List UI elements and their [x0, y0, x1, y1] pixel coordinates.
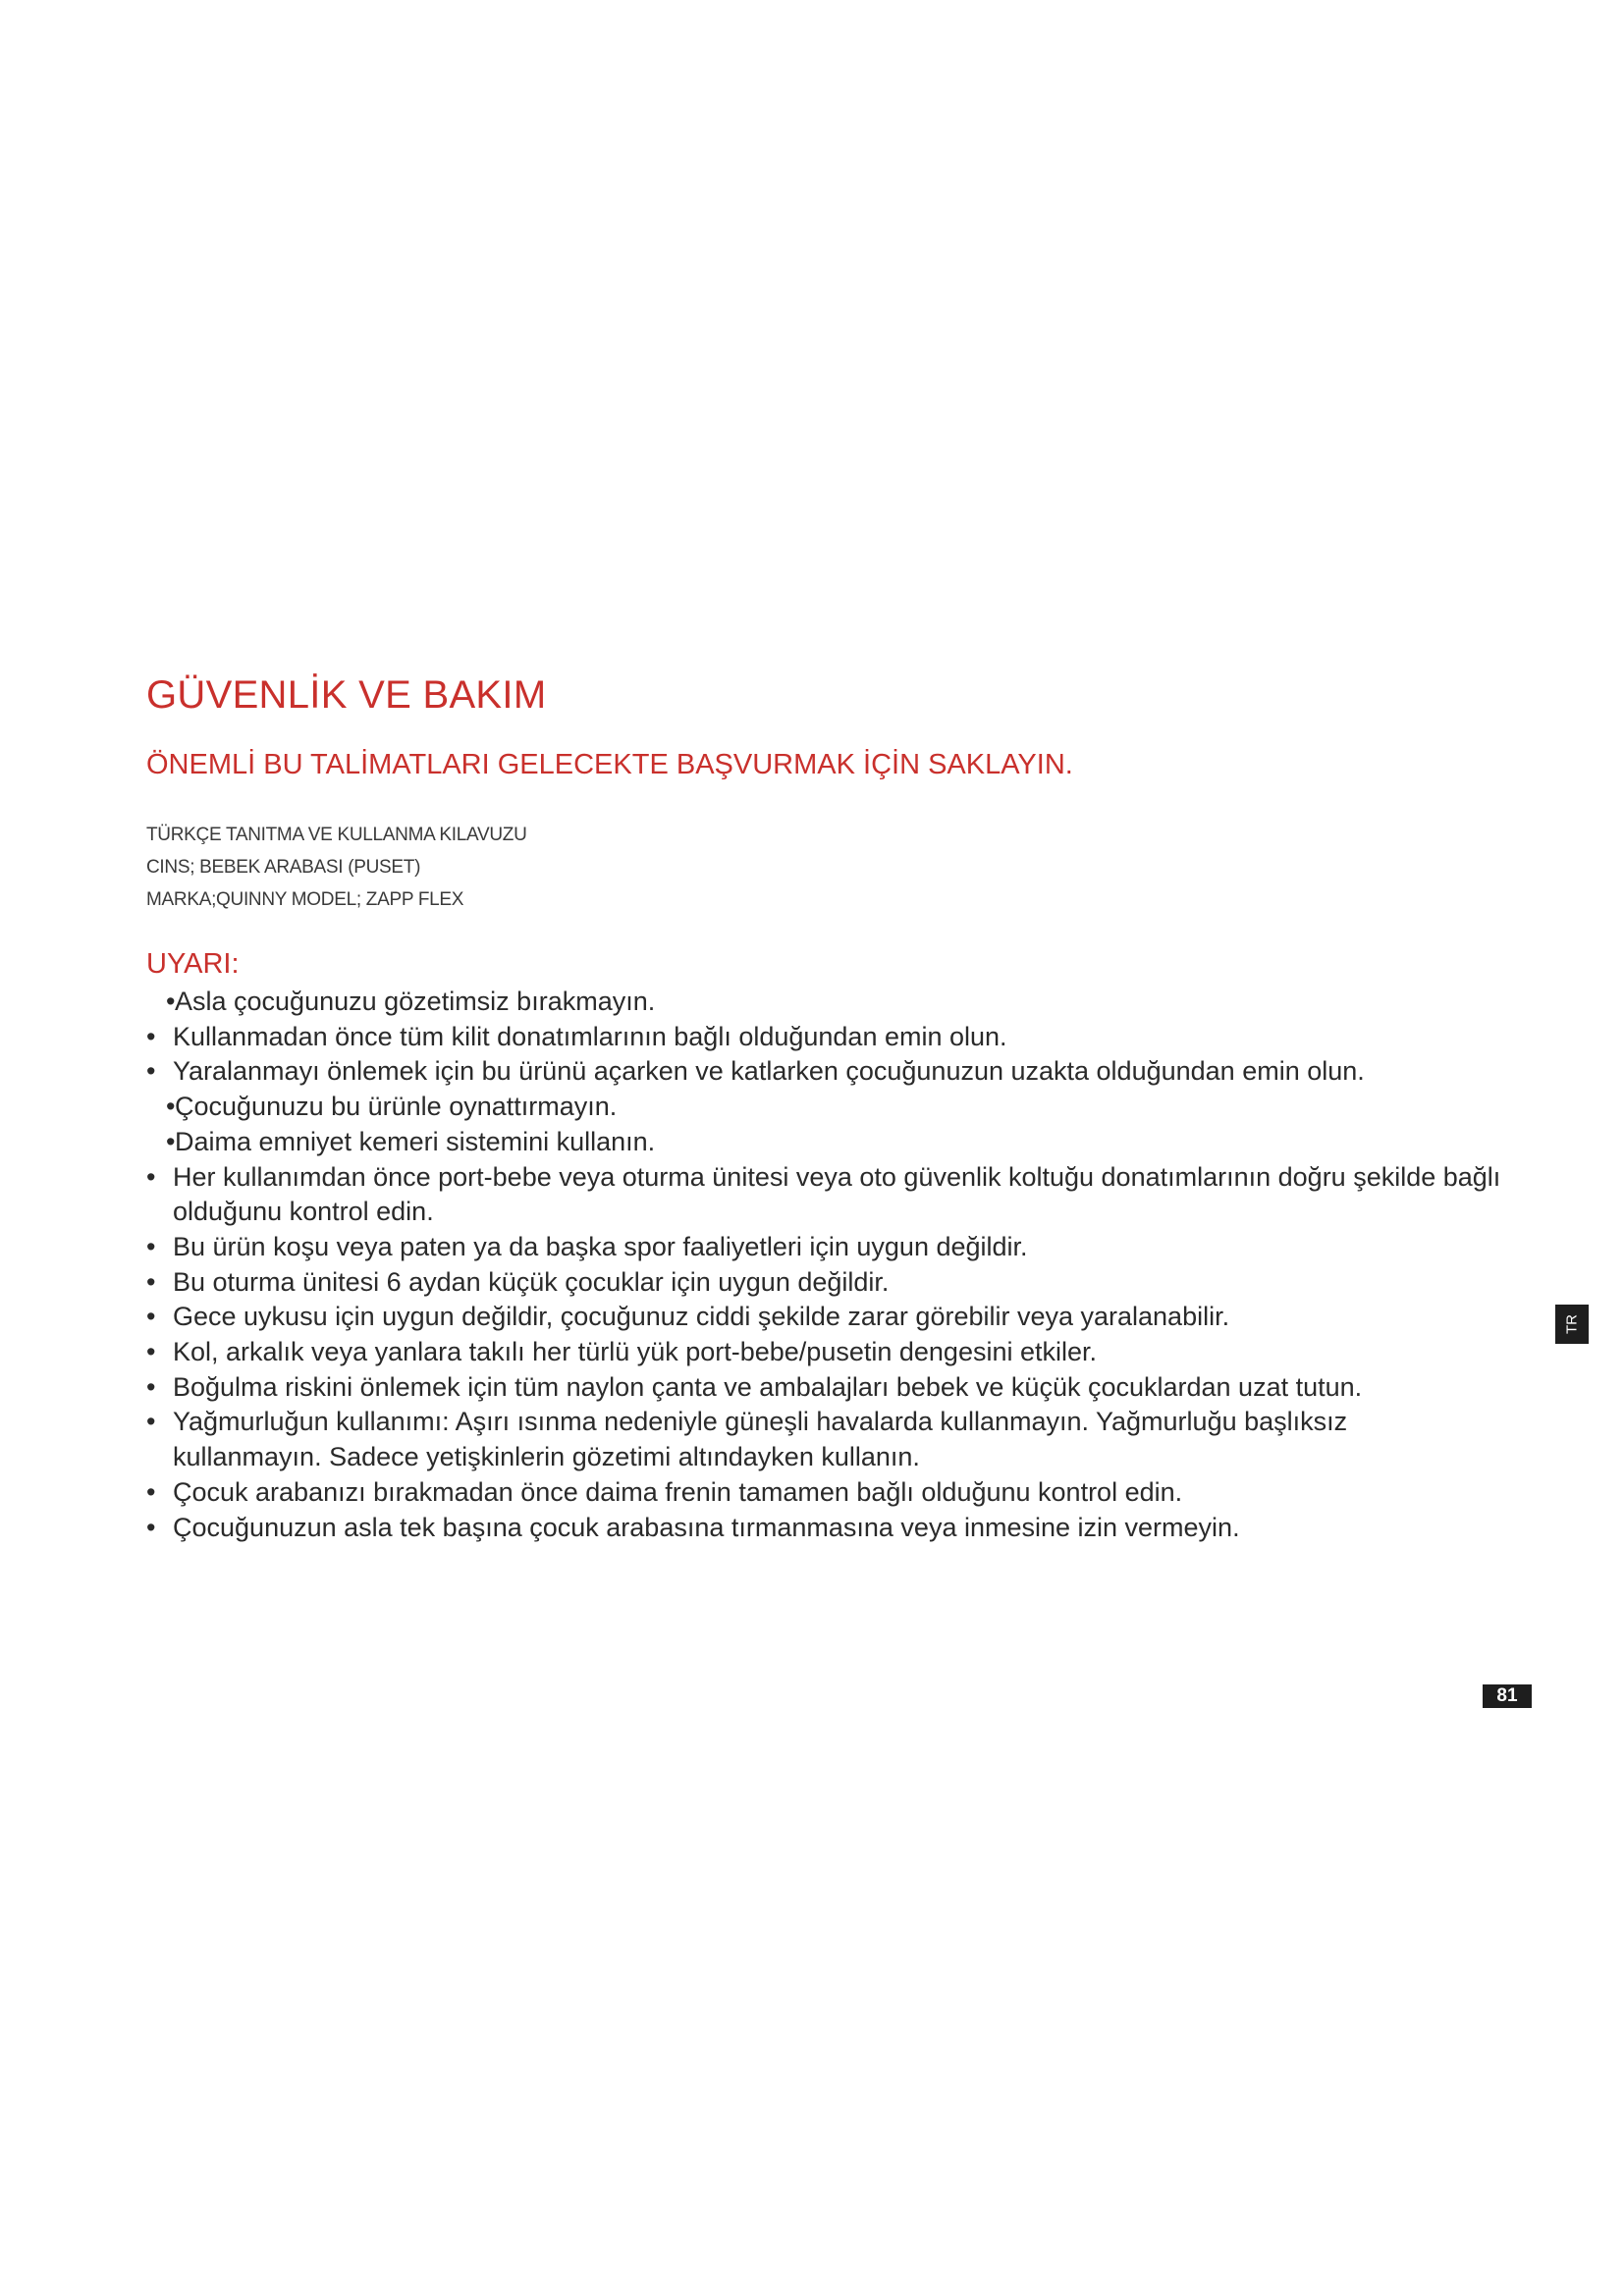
bullet-icon: •: [166, 987, 176, 1016]
warning-item: [146, 1125, 1501, 1160]
warning-item-text: Daima emniyet kemeri sistemini kullanın.: [175, 1126, 656, 1156]
warning-item: [146, 985, 1501, 1020]
product-meta: [146, 819, 527, 916]
warning-item-text: Çocuk arabanızı bırakmadan önce daima frenin tamamen bağlı olduğunu kontrol edin.: [173, 1476, 1183, 1507]
warning-item-text: Çocuğunuzun asla tek başına çocuk arabasına tırmanmasına veya inmesine izin vermeyin.: [173, 1512, 1240, 1542]
warning-item: [146, 1160, 1501, 1230]
warning-item-text: Bu ürün koşu veya paten ya da başka spor faaliyetleri için uygun değildir.: [173, 1231, 1028, 1261]
warning-item: [146, 1230, 1501, 1265]
language-tab: [1555, 1305, 1589, 1344]
warning-item-text: Yağmurluğun kullanımı: Aşırı ısınma nedeniyle güneşli havalarda kullanmayın. Yağmurluğu başlıksız kullanmayın. Sadece yetişkinlerin gözetimi altındayken kullanın.: [173, 1407, 1348, 1472]
warning-list: [146, 985, 1501, 1545]
warning-item-text: Kullanmadan önce tüm kilit donatımlarının bağlı olduğundan emin olun.: [173, 1021, 1007, 1051]
meta-manual-type: TÜRKÇE TANITMA VE KULLANMA KILAVUZU: [146, 825, 527, 845]
warning-item: [146, 1370, 1501, 1406]
bullet-icon: •: [146, 1161, 156, 1192]
bullet-icon: •: [166, 1126, 176, 1156]
warning-item: [146, 1300, 1501, 1335]
warning-item-text: Çocuğunuzu bu ürünle oynattırmayın.: [175, 1092, 618, 1122]
section-title: GÜVENLİK VE BAKIM: [146, 673, 547, 717]
warning-item: [146, 1020, 1501, 1055]
bullet-icon: •: [146, 1371, 156, 1402]
warning-item-text: Boğulma riskini önlemek için tüm naylon çanta ve ambalajları bebek ve küçük çocuklardan uzat tutun.: [173, 1371, 1363, 1402]
bullet-icon: •: [146, 1302, 156, 1332]
warning-title: UYARI:: [146, 948, 240, 980]
bullet-icon: •: [146, 1231, 156, 1261]
bullet-icon: •: [146, 1407, 156, 1437]
meta-brand-model: MARKA;QUINNY MODEL; ZAPP FLEX: [146, 889, 464, 910]
warning-item: [146, 1265, 1501, 1301]
bullet-icon: •: [146, 1056, 156, 1087]
bullet-icon: •: [146, 1512, 156, 1542]
bullet-icon: •: [146, 1021, 156, 1051]
meta-product-kind: CINS; BEBEK ARABASI (PUSET): [146, 857, 421, 878]
language-tab-label: TR: [1563, 1314, 1581, 1334]
warning-item-text: Bu oturma ünitesi 6 aydan küçük çocuklar için uygun değildir.: [173, 1266, 890, 1297]
bullet-icon: •: [146, 1337, 156, 1367]
warning-item: [146, 1405, 1501, 1474]
page-number: 81: [1483, 1684, 1532, 1708]
warning-item-text: Gece uykusu için uygun değildir, çocuğunuz ciddi şekilde zarar görebilir veya yaralanabilir.: [173, 1302, 1230, 1332]
warning-item: [146, 1511, 1501, 1546]
warning-item: [146, 1335, 1501, 1370]
warning-item-text: Her kullanımdan önce port-bebe veya oturma ünitesi veya oto güvenlik koltuğu donatımlarının doğru şekilde bağlı olduğunu kontrol edin.: [173, 1161, 1501, 1227]
bullet-icon: •: [166, 1092, 176, 1122]
warning-item: [146, 1090, 1501, 1125]
warning-item: [146, 1475, 1501, 1511]
warning-item-text: Kol, arkalık veya yanlara takılı her türlü yük port-bebe/pusetin dengesini etkiler.: [173, 1337, 1098, 1367]
warning-item-text: Asla çocuğunuzu gözetimsiz bırakmayın.: [175, 987, 656, 1016]
section-subtitle: ÖNEMLİ BU TALİMATLARI GELECEKTE BAŞVURMAK İÇİN SAKLAYIN.: [146, 749, 1073, 780]
warning-item: [146, 1054, 1501, 1090]
bullet-icon: •: [146, 1476, 156, 1507]
warning-item-text: Yaralanmayı önlemek için bu ürünü açarken ve katlarken çocuğunuzun uzakta olduğundan emin olun.: [173, 1056, 1365, 1087]
bullet-icon: •: [146, 1266, 156, 1297]
